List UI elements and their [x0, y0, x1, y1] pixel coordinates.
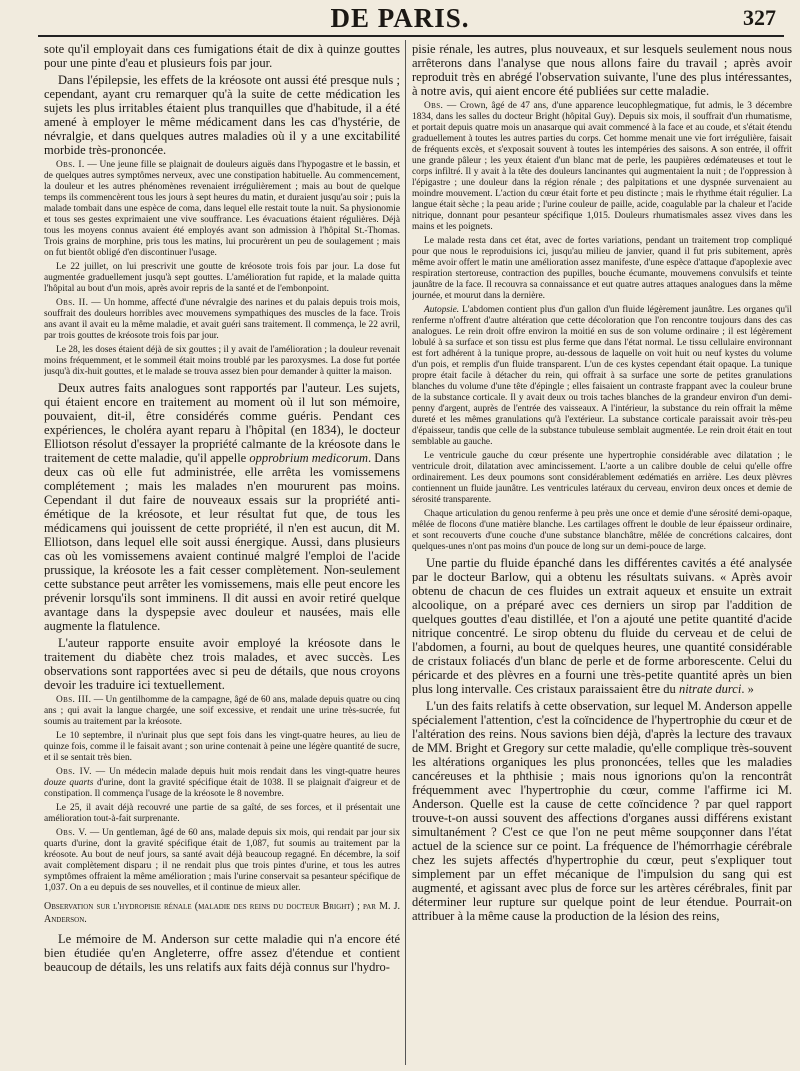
paragraph: L'un des faits relatifs à cette observation, sur lequel M. Anderson appelle spécialement l'attention, c'est la coïncidence de l'hypertrophie du cœur et de l'altération des reins. Nous savions bien déjà, d'après la lecture des travaux de MM. Bright et Gregory sur cette maladie, qu'elle complique très-souvent les altérations organiques les plus prononcées, telles que les maladies cancéreuses et la phthisie ; mais nous ignorions qu'on la rencontrât fréquemment avec l'hypertrophie du cœur, comme l'affirme ici M. Anderson. Quelle est la cause de cette coïncidence ? par quel rapport trouve-t-on aussi souvent des affections d'organes aussi différens existant simultanément ? C'est ce que l'on ne peut même soupçonner dans l'état actuel de la science sur ce point. La fréquence de l'hémorrhagie cérébrale chez les sujets affectés d'hypertrophie du cœur, peut s'expliquer tout simplement par un effet mécanique de l'impulsion du sang qui est augmenté, et agissant avec plus de force sur les artères cérébrales, finit par déterminer leur rupture sur quelque point de leur étendue. Pourrait-on attribuer à la même cause la production de la lésion des reins, [412, 699, 792, 923]
paragraph: sote qu'il employait dans ces fumigations était de dix à quinze gouttes pour une pinte d'eau et plusieurs fois par jour. [44, 42, 400, 70]
section-heading: Observation sur l'hydropisie rénale (maladie des reins du docteur Bright) ; par M. J. Anderson. [44, 901, 400, 925]
obs-text: — Un homme, affecté d'une névralgie des narines et du palais depuis trois mois, souffrait des douleurs horribles avec mouvemens sympathiques des muscles de la face. Trois ans avant il avait eu la même maladie, et avait guéri sans traitement. Il commença, le 22 avril, par trois gouttes de kréosote trois fois par jour. [44, 298, 400, 341]
paragraph [412, 556, 792, 696]
autopsie-label: Autopsie. [424, 305, 460, 315]
obs-text: — Un gentilhomme de la campagne, âgé de 60 ans, malade depuis quatre ou cinq ans ; qui avait la langue chargée, une soif excessive, et rendait une urine très-sucrée, fut soumis au traitement par la kréosote. [44, 695, 400, 727]
right-column [412, 42, 792, 1071]
obs-label: Obs. IV. [56, 767, 92, 777]
emphasis: nitrate durci [678, 682, 742, 696]
paragraph: Le 10 septembre, il n'urinait plus que sept fois dans les vingt-quatre heures, au lieu de quinze fois, comme il le faisait avant ; son urine contenait à peine une légère quantité de sucre, et il se sentait très bien. [44, 731, 400, 763]
obs-text: — Un gentleman, âgé de 60 ans, malade depuis six mois, qui rendait par jour six quarts d'urine, dont la gravité spécifique était de 1,087, fut soumis au traitement par la kréosote. Au bout de neuf jours, sa santé avait déjà beaucoup regagné. En décembre, la soif avait complètement disparu ; il ne rendait plus que trois pintes d'urine, et tous les autres symptômes offraient la même amélioration ; mais l'urine conservait sa pesanteur spécifique de 1,037. On a eu depuis de ses nouvelles, et il continue de mieux aller. [44, 828, 400, 893]
obs-label: Obs. V. [56, 828, 88, 838]
paragraph: pisie rénale, les autres, plus nouveaux, et sur lesquels seulement nous nous arrêterons dans l'analyse que nous allons faire du travail ; après avoir reproduit très en abrégé l'observation suivante, l'une des plus intéressantes, à notre avis, qui aient encore été publiées sur cette maladie. [412, 42, 792, 98]
paragraph: Le ventricule gauche du cœur présente une hypertrophie considérable avec dilatation ; le ventricule droit, dilatation avec amincissement. L'aorte a un calibre double de celui qu'elle offre ordinairement. Les deux poumons sont considérablement œdématiés en arrière. Les deux plèvres contiennent un fluide jaunâtre. Les ventricules latéraux du cerveau, environ deux onces et demie de sérosité transparente. [412, 451, 792, 505]
left-column [44, 42, 400, 1071]
text-run: Deux autres faits analogues sont rapportés par l'auteur. Les sujets, qui étaient encore en traitement au moment où il lut son mémoire, pouvaient, dit-il, être considérés comme guéris. Pendant ces expériences, le choléra ayant reparu à l'hôpital (en 1834), le docteur Elliotson résolut d'essayer la propriété calmante de la kréosote dans le traitement de cette maladie, qu'il appelle [44, 381, 400, 465]
obs-label: Obs. II. [56, 298, 89, 308]
obs-label: Obs. I. [56, 160, 85, 170]
page-header [0, 0, 800, 36]
obs-text: — Un médecin malade depuis huit mois rendait dans les vingt-quatre heures [91, 767, 400, 777]
autopsie [412, 305, 792, 448]
emphasis: opprobrium medicorum [249, 451, 369, 465]
observation-3 [44, 695, 400, 728]
text-run: . Dans deux cas où elle fut administrée, elle arrêta les vomissemens complétement ; mais les malades n'en moururent pas moins. Cependant il dut faire de nouveaux essais sur la propriété anti-émétique de la kréosote, et leur résultat fut que, de tous les médicamens qui jouissent de cette propriété, il n'en est aucun, dit M. Elliotson, dans lequel elle soit aussi énergique. Aussi, dans plusieurs cas où les vomissemens avaient continué malgré l'emploi de l'acide prussique, la kréosote les a fait cesser complètement. Non-seulement cette substance peut arrêter les vomissemens, mais elle peut encore les prévenir lorsqu'ils sont imminens. Il dit aussi en avoir retiré quelque avantage dans la dyspepsie avec douleur et nausées, mais elle augmente la flatulence. [44, 451, 400, 633]
obs-label: Obs. [424, 101, 444, 111]
observation-5 [44, 828, 400, 894]
page-title: DE PARIS. [330, 3, 470, 33]
paragraph: L'auteur rapporte ensuite avoir employé la kréosote dans le traitement du diabète chez trois malades, et avec succès. Les observations sont rapportées avec si peu de détails, que nous croyons devoir les traduire ici textuellement. [44, 636, 400, 692]
observation-1 [44, 160, 400, 259]
paragraph: Dans l'épilepsie, les effets de la kréosote ont aussi été presque nuls ; cependant, ayant cru remarquer qu'à la suite de cette médication les sujets les plus irritables étaient plus tranquilles que d'habitude, il a été amené à employer le même médicament dans les cas d'hystérie, de névralgie, et dans quelques autres maladies où il y a une excitabilité morbide très-prononcée. [44, 73, 400, 157]
column-divider [405, 40, 406, 1065]
paragraph: Le 28, les doses étaient déjà de six gouttes ; il y avait de l'amélioration ; la douleur revenait moins fréquemment, et le sommeil était moins troublé par les paroxysmes. La dose fut portée jusqu'à dix-huit gouttes, et le malade se trouva assez bien pour demander à quitter la maison. [44, 345, 400, 377]
observation-4 [44, 767, 400, 800]
paragraph: Le 22 juillet, on lui prescrivit une goutte de kréosote trois fois par jour. La dose fut augmentée graduellement jusqu'à sept gouttes. L'amélioration fut rapide, et la malade quitta l'hôpital au bout d'un mois, après avoir repris de la santé et de l'embonpoint. [44, 262, 400, 294]
obs-text: — Une jeune fille se plaignait de douleurs aiguës dans l'hypogastre et le bassin, et de quelques autres symptômes nerveux, avec une constipation habituelle. Au commencement, la douleur et les autres phénomènes revenaient irrégulièrement ; mais au bout de quelque temps ils commencèrent tous les jours à sept heures du matin, et duraient jusqu'au soir ; puis la malade tombait dans une espèce de coma, dans lequel elle restait toute la nuit. Sa physionomie et tous ses gestes exprimaient une vive souffrance. Les évacuations étaient régulières. Déjà tous les moyens connus avaient été employés avant son admission à l'hôpital St.-Thomas. Trois grains de morphine, pris tous les matins, lui procurèrent un peu de soulagement ; mais on fut bientôt obligé d'en discontinuer l'usage. [44, 160, 400, 258]
obs-text: d'urine, dont la gravité spécifique était de 1038. Il se plaignait d'aigreur et de constipation. Il commença l'usage de la kréosote le 8 novembre. [44, 778, 400, 799]
paragraph: Le mémoire de M. Anderson sur cette maladie qui n'a encore été bien étudiée qu'en Angleterre, offre assez d'étendue et contient beaucoup de détails, les uns relatifs aux faits déjà connus sur l'hydro- [44, 932, 400, 974]
text-run: Une partie du fluide épanché dans les différentes cavités a été analysée par le docteur Barlow, qui a obtenu les résultats suivans. « Après avoir obtenu de chacun de ces fluides un extrait aqueux et ensuite un extrait alcoolique, on a préparé avec ces derniers un sirop par l'addition de quelques gouttes d'eau distillée, et l'on a ajouté une petite quantité d'acide nitrique concentré. Le sirop obtenu du fluide du cerveau et de celui de l'abdomen, a fourni, au bout de quelques heures, une quantité considérable de cristaux foliacés d'un blanc de perle et de forme arborescente. Celui du péricarde et des plèvres en a fourni une très-petite quantité après un bien plus long intervalle. Ces cristaux paraissaient être du [412, 556, 792, 696]
page-number: 327 [743, 5, 776, 30]
obs-text: — Crown, âgé de 47 ans, d'une apparence leucophlegmatique, fut admis, le 3 décembre 1834, dans les salles du docteur Bright (hôpital Guy). Depuis six mois, il souffrait d'un rhumatisme, et portait depuis quatre mois un anasarque qui avait commencé à la face et au coude, et s'était étendu graduellement à toutes les autres parties du corps. Cet homme menait une vie fort irrégulière, faisait de fréquents excès, et s'exposait souvent à toutes les intempéries des saisons. A son entrée, il offrit une grande pâleur ; les yeux étaient d'un blanc mat de perle, les paupières œdémateuses et tout le corps infiltré. Il y avait à la tête des douleurs lancinantes qui augmentaient la nuit ; de l'oppression à l'épigastre ; une douleur dans la région rénale ; des palpitations et une dyspnée survenaient au moindre mouvement. L'action du cœur était forte et peu distincte ; mais le rhythme était régulier. La langue était sèche ; la peau aride ; l'urine couleur de paille, acide, coagulable par la chaleur et l'acide nitrique, donnant pour pesanteur spécifique 1,015. Douleurs rhumatismales assez vives dans les mains et les poignets. [412, 101, 792, 232]
paragraph: Chaque articulation du genou renferme à peu près une once et demie d'une sérosité demi-opaque, mêlée de flocons d'une matière blanche. Les cartilages offrent le double de leur épaisseur ordinaire, et sont recouverts d'une couche d'une substance blanchâtre, mêlée de concrétions calcaires, dont quelques-unes n'ont pas moins d'un pouce de long sur un demi-pouce de large. [412, 509, 792, 552]
header-rule [38, 35, 784, 37]
observation [412, 101, 792, 233]
paragraph: Le malade resta dans cet état, avec de fortes variations, pendant un traitement trop compliqué pour que nous le reproduisions ici, jusqu'au milieu de janvier, quand il fut pris subitement, après même avoir offert le matin une amélioration assez manifeste, d'une espèce d'attaque d'apoplexie avec respiration stertoreuse, contraction des pupilles, bouche écumante, mouvemens convulsifs et teinte jaunâtre de la face. Il recouvra sa connaissance et eut quatre autres attaques analogues dans la même journée, et mourut dans la dernière. [412, 236, 792, 301]
autopsie-text: L'abdomen contient plus d'un gallon d'un fluide légèrement jaunâtre. Les organes qu'il renferme n'offrent d'autre altération que cette décoloration que l'on rencontre toujours dans des cas analogues. Le rein droit offre environ la moitié en sus de son volume ordinaire ; il est légèrement lobulé à sa surface et son tissu est plus ferme que dans l'état normal. Le tissu cellulaire environnant est fort adhérent à la tunique propre, au-dessous de laquelle on voit huit ou neuf kystes du volume d'un pois, et remplis d'un fluide transparent. L'un de ces kystes cependant était opaque. La tunique propre était facile à détacher du rein, qui offrait à sa surface une sorte de petites granulations blanches du volume d'une tête d'épingle ; elles faisaient un contraste frappant avec la couleur brune de la substance corticale. Il y avait deux ou trois taches blanches de la grandeur environ d'un demi-penny d'argent, auprès de l'entrée des vaisseaux. A l'intérieur, la substance du rein offrait la même dureté et les mêmes granulations qu'à l'extérieur. La substance corticale paraissait avoir très-peu d'épaisseur, tandis que celle de la substance tubuleuse semblait augmentée. Le rein droit était en tout semblable au gauche. [412, 305, 792, 447]
observation-2 [44, 298, 400, 342]
paragraph: Le 25, il avait déjà recouvré une partie de sa gaîté, de ses forces, et il présentait une amélioration tout-à-fait surprenante. [44, 803, 400, 824]
text-run: . » [741, 682, 754, 696]
obs-label: Obs. III. [56, 695, 92, 705]
paragraph [44, 381, 400, 633]
emphasis: douze quarts [44, 778, 94, 788]
